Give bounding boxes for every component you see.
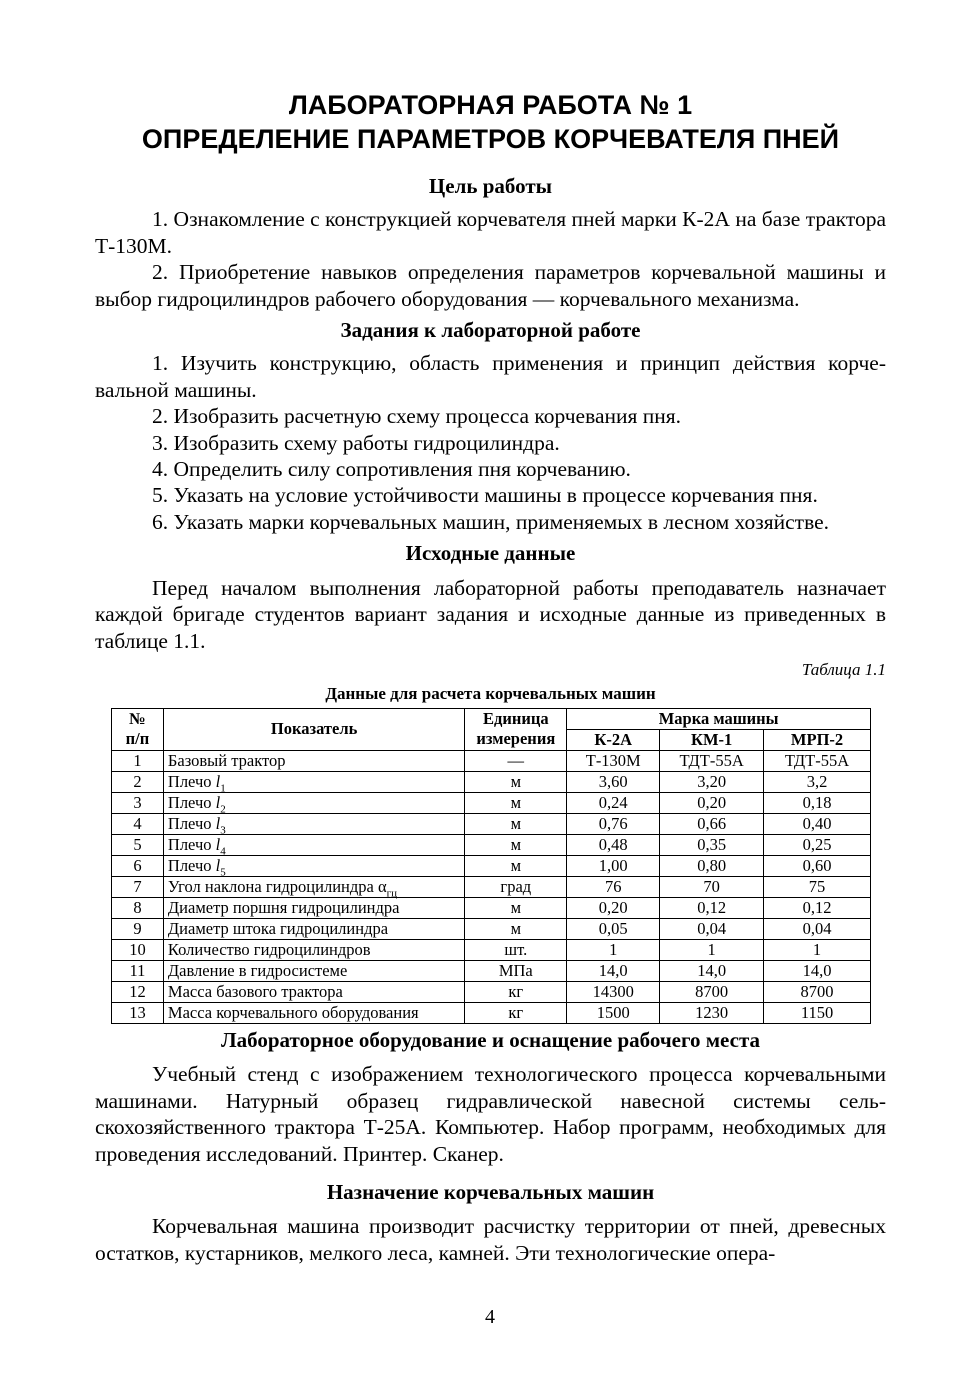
row-indicator <box>163 876 464 900</box>
row-value-k2a: 76 <box>567 876 660 897</box>
row-value-mrp2: 14,0 <box>764 960 871 981</box>
row-indicator <box>163 750 464 771</box>
row-value-km1: 0,80 <box>660 855 764 876</box>
row-value-k2a: 14,0 <box>567 960 660 981</box>
indicator-subscript: 5 <box>220 866 226 879</box>
header-col-k2a: К-2А <box>567 729 660 750</box>
row-unit: кг <box>465 981 567 1002</box>
row-value-mrp2: 0,18 <box>764 792 871 813</box>
indicator-text: Плечо l <box>167 813 221 833</box>
table-row <box>112 813 871 834</box>
row-number: 13 <box>112 1002 164 1023</box>
row-value-k2a: Т-130М <box>567 750 660 771</box>
indicator-text: Угол наклона гидроцилиндра α <box>167 876 387 896</box>
equipment-heading: Лабораторное оборудование и оснащение рабочего места <box>220 1027 761 1052</box>
row-value-k2a: 0,20 <box>567 897 660 918</box>
row-value-mrp2: 1 <box>764 939 871 960</box>
page-number: 4 <box>485 1306 495 1328</box>
document-page <box>95 88 886 1266</box>
task-item-2: 2. Изобразить расчетную схему процесса корчевания пня. <box>152 404 682 429</box>
row-value-km1: 0,04 <box>660 918 764 939</box>
row-indicator <box>163 1002 464 1023</box>
row-indicator <box>163 960 464 981</box>
indicator-subscript: 3 <box>220 824 226 837</box>
indicator-text: Давление в гидросистеме <box>167 960 348 980</box>
row-number: 3 <box>112 792 164 813</box>
row-value-mrp2: 8700 <box>764 981 871 1002</box>
indicator-variable: l <box>215 855 221 875</box>
indicator-text: Плечо l <box>167 771 221 791</box>
row-number: 4 <box>112 813 164 834</box>
row-indicator <box>163 981 464 1002</box>
indicator-subscript: 4 <box>220 845 226 858</box>
goal-paragraph-2: 2. Приобретение навыков определения параметров корчевальной машины и выбор гидроцилиндров рабочего оборудования — корчевального механизма. <box>95 260 886 311</box>
indicator-variable: l <box>215 813 221 833</box>
table-row <box>112 876 871 897</box>
task-item-6: 6. Указать марки корчевальных машин, применяемых в лесном хозяйстве. <box>152 509 830 534</box>
table-row <box>112 750 871 771</box>
table-row <box>112 771 871 792</box>
goal-heading: Цель работы <box>428 174 553 198</box>
table-row <box>112 855 871 876</box>
document-title <box>95 88 886 156</box>
indicator-text: Диаметр штока гидроцилиндра <box>167 918 389 938</box>
indicator-variable: l <box>215 792 221 812</box>
row-indicator <box>163 897 464 918</box>
header-num: № п/п <box>112 708 164 750</box>
indicator-text: Диаметр поршня гидроцилиндра <box>167 897 400 917</box>
row-unit: — <box>465 750 567 771</box>
row-number: 5 <box>112 834 164 855</box>
row-number: 12 <box>112 981 164 1002</box>
row-value-km1: 1230 <box>660 1002 764 1023</box>
table-row <box>112 897 871 918</box>
row-number: 8 <box>112 897 164 918</box>
indicator-text: Плечо l <box>167 855 221 875</box>
row-indicator <box>163 918 464 939</box>
indicator-text: Плечо l <box>167 834 221 854</box>
indicator-subscript: гц <box>386 887 398 900</box>
row-value-k2a: 0,24 <box>567 792 660 813</box>
row-value-k2a: 1500 <box>567 1002 660 1023</box>
row-unit: м <box>465 918 567 939</box>
indicator-text: Масса корчевального оборудования <box>167 1002 419 1022</box>
row-value-km1: 0,20 <box>660 792 764 813</box>
indicator-variable: l <box>215 771 221 791</box>
row-number: 2 <box>112 771 164 792</box>
row-value-mrp2: 1150 <box>764 1002 871 1023</box>
row-value-mrp2: 0,60 <box>764 855 871 876</box>
row-value-km1: 8700 <box>660 981 764 1002</box>
source-paragraph: Перед началом выполнения лабораторной работы преподаватель назначает каждой бригаде студентов вариант задания и исходные данные из приведенных в таблице 1.1. <box>95 575 886 653</box>
row-value-k2a: 0,76 <box>567 813 660 834</box>
indicator-text: Базовый трактор <box>167 750 286 770</box>
row-value-k2a: 14300 <box>567 981 660 1002</box>
indicator-text: Количество гидроцилиндров <box>167 939 371 959</box>
row-number: 10 <box>112 939 164 960</box>
row-value-km1: 3,20 <box>660 771 764 792</box>
title-line-1: ЛАБОРАТОРНАЯ РАБОТА № 1 <box>288 90 693 120</box>
purpose-heading: Назначение корчевальных машин <box>326 1179 655 1204</box>
row-number: 9 <box>112 918 164 939</box>
row-value-km1: ТДТ-55А <box>660 750 764 771</box>
table-row <box>112 981 871 1002</box>
row-indicator <box>163 771 464 795</box>
row-number: 6 <box>112 855 164 876</box>
equipment-paragraph: Учебный стенд с изображением технологического процесса корчевальными машинами. Натурный образец гидравлической навесной системы сельскохозяйственного трактора Т-25А. Компьютер. Набор программ, необходимых для проведения исследований. Принтер. Сканер. <box>95 1062 886 1166</box>
table-row <box>112 1002 871 1023</box>
row-number: 7 <box>112 876 164 897</box>
task-item-1: 1. Изучить конструкцию, область применения и принцип действия корчевальной машины. <box>95 351 886 402</box>
row-value-mrp2: 75 <box>764 876 871 897</box>
row-value-mrp2: 3,2 <box>764 771 871 792</box>
title-line-2: ОПРЕДЕЛЕНИЕ ПАРАМЕТРОВ КОРЧЕВАТЕЛЯ ПНЕЙ <box>141 124 840 154</box>
table-header-row <box>112 708 871 729</box>
goal-paragraph-1: 1. Ознакомление с конструкцией корчевателя пней марки К-2А на базе трактора Т-130М. <box>95 207 886 258</box>
row-number: 11 <box>112 960 164 981</box>
row-indicator <box>163 939 464 960</box>
row-value-mrp2: 0,04 <box>764 918 871 939</box>
purpose-paragraph: Корчевальная машина производит расчистку территории от пней, древесных остатков, кустарников, мелкого леса, камней. Эти технологические опера- <box>95 1214 886 1265</box>
indicator-subscript: 2 <box>220 803 226 816</box>
row-value-km1: 0,12 <box>660 897 764 918</box>
indicator-variable: l <box>215 834 221 854</box>
row-unit: м <box>465 855 567 876</box>
row-indicator <box>163 792 464 816</box>
row-unit: м <box>465 834 567 855</box>
row-value-k2a: 0,48 <box>567 834 660 855</box>
header-brand: Марка машины <box>567 708 871 729</box>
row-value-k2a: 1,00 <box>567 855 660 876</box>
row-value-mrp2: ТДТ-55А <box>764 750 871 771</box>
row-unit: м <box>465 771 567 792</box>
header-col-km1: КМ-1 <box>660 729 764 750</box>
indicator-text: Плечо l <box>167 792 221 812</box>
task-item-5: 5. Указать на условие устойчивости машины в процессе корчевания пня. <box>152 483 818 508</box>
row-unit: МПа <box>465 960 567 981</box>
header-indicator: Показатель <box>163 708 464 750</box>
row-unit: кг <box>465 1002 567 1023</box>
row-value-km1: 0,66 <box>660 813 764 834</box>
row-value-km1: 0,35 <box>660 834 764 855</box>
row-value-k2a: 0,05 <box>567 918 660 939</box>
row-unit: м <box>465 813 567 834</box>
tasks-heading: Задания к лабораторной работе <box>340 318 641 343</box>
row-unit: град <box>465 876 567 897</box>
data-table <box>111 708 871 1024</box>
table-row <box>112 834 871 855</box>
row-unit: шт. <box>465 939 567 960</box>
row-indicator <box>163 834 464 858</box>
row-value-km1: 14,0 <box>660 960 764 981</box>
table-label: Таблица 1.1 <box>801 659 886 679</box>
row-value-mrp2: 0,40 <box>764 813 871 834</box>
header-col-mrp2: МРП-2 <box>764 729 871 750</box>
table-row <box>112 792 871 813</box>
indicator-text: Масса базового трактора <box>167 981 343 1001</box>
row-value-km1: 1 <box>660 939 764 960</box>
task-item-4: 4. Определить силу сопротивления пня корчеванию. <box>152 457 631 482</box>
row-indicator <box>163 855 464 879</box>
table-caption: Данные для расчета корчевальных машин <box>325 683 656 703</box>
row-value-mrp2: 0,25 <box>764 834 871 855</box>
row-value-k2a: 1 <box>567 939 660 960</box>
table-row <box>112 939 871 960</box>
row-value-k2a: 3,60 <box>567 771 660 792</box>
row-value-mrp2: 0,12 <box>764 897 871 918</box>
row-unit: м <box>465 897 567 918</box>
source-heading: Исходные данные <box>405 541 576 566</box>
row-unit: м <box>465 792 567 813</box>
table-body <box>112 750 871 1023</box>
row-number: 1 <box>112 750 164 771</box>
header-unit: Единица измерения <box>465 708 567 750</box>
row-indicator <box>163 813 464 837</box>
table-row <box>112 918 871 939</box>
row-value-km1: 70 <box>660 876 764 897</box>
task-item-3: 3. Изобразить схему работы гидроцилиндра. <box>152 430 560 455</box>
indicator-subscript: 1 <box>220 782 226 795</box>
table-row <box>112 960 871 981</box>
